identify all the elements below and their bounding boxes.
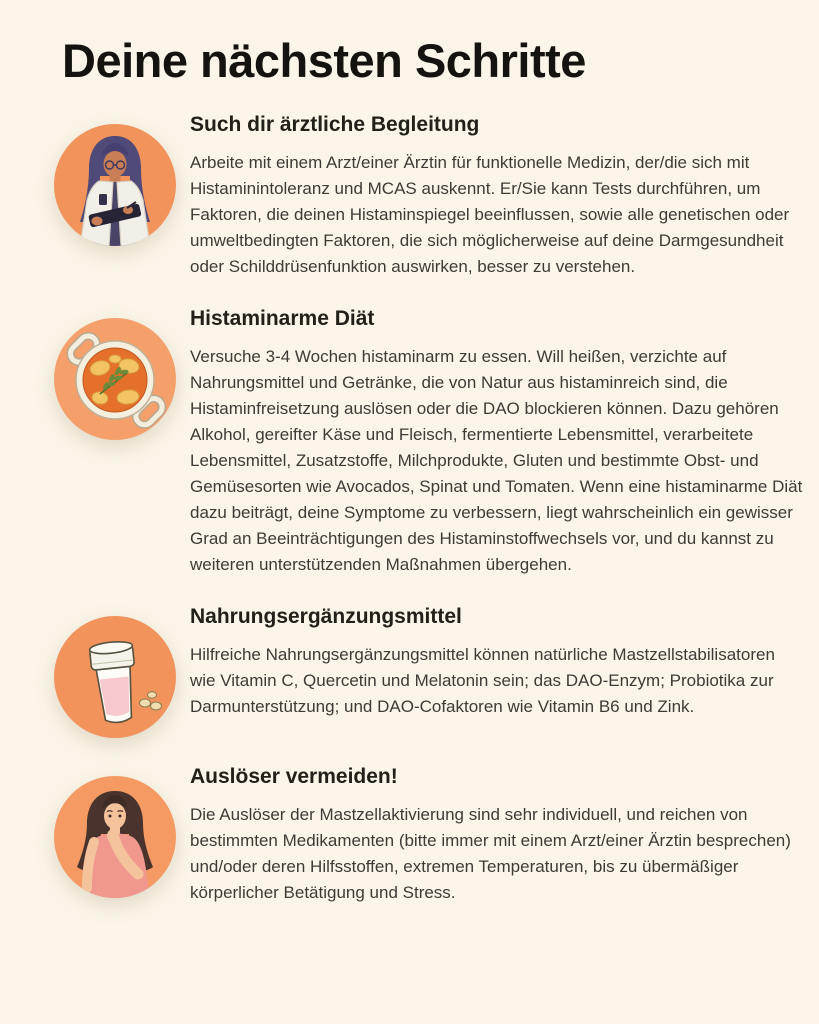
section-body: Hilfreiche Nahrungsergänzungsmittel können natürliche Mastzellstabilisatoren wie Vitamin C, Quercetin und Melatonin sein; das DAO-Enzym; Probiotika zur Darmunterstützung; und DAO-Cofaktoren wie Vitamin B6 und Zink. — [190, 645, 775, 717]
doctor-illustration-icon — [54, 124, 176, 246]
page-title: Deine nächsten Schritte — [62, 34, 586, 87]
section-supplements — [0, 604, 819, 738]
section-body: Arbeite mit einem Arzt/einer Ärztin für funktionelle Medizin, der/die sich mit Histaminintoleranz und MCAS auskennt. Er/Sie kann Tests durchführen, um Faktoren, die deinen Histaminspiegel beeinflussen, sowie alle genetischen oder umweltbedingten Faktoren, die sich möglicherweise auf deine Darmgesundheit oder Schilddrüsenfunktion auswirken, besser zu verstehen. — [190, 153, 790, 277]
stew-pot-illustration-icon — [54, 318, 176, 440]
section-medical-guidance — [0, 112, 819, 280]
section-heading: Histaminarme Diät — [190, 307, 375, 331]
section-body: Die Auslöser der Mastzellaktivierung sind sehr individuell, und reichen von bestimmten Medikamenten (bitte immer mit einem Arzt/einer Ärztin besprechen) und/oder deren Hilfsstoffen, extremen Temperaturen, bis zu übermäßiger körperlicher Betätigung und Stress. — [190, 805, 791, 903]
section-heading: Auslöser vermeiden! — [190, 765, 398, 789]
thinking-woman-illustration-icon — [54, 776, 176, 898]
section-heading: Such dir ärztliche Begleitung — [190, 113, 480, 137]
steps-list — [0, 112, 819, 906]
section-text — [190, 604, 805, 720]
section-text — [190, 764, 805, 906]
section-low-histamine-diet — [0, 306, 819, 578]
section-avoid-triggers — [0, 764, 819, 906]
supplement-bottle-illustration-icon — [54, 616, 176, 738]
section-heading: Nahrungsergänzungsmittel — [190, 605, 462, 629]
section-text — [190, 306, 805, 578]
section-text — [190, 112, 805, 280]
section-body: Versuche 3-4 Wochen histaminarm zu essen. Will heißen, verzichte auf Nahrungsmittel und Getränke, die von Natur aus histaminreich sind, die Histaminfreisetzung auslösen oder die DAO blockieren können. Dazu gehören Alkohol, gereifter Käse und Fleisch, fermentierte Lebensmittel, verarbeitete Lebensmittel, Zusatzstoffe, Milchprodukte, Gluten und bestimmte Obst- und Gemüsesorten wie Avocados, Spinat und Tomaten. Wenn eine histaminarme Diät dazu beiträgt, deine Symptome zu verbessern, liegt wahrscheinlich ein gewisser Grad an Beeinträchtigungen des Histaminstoffwechsels vor, und du kannst zu weiteren unterstützenden Maßnahmen übergehen. — [190, 347, 803, 575]
